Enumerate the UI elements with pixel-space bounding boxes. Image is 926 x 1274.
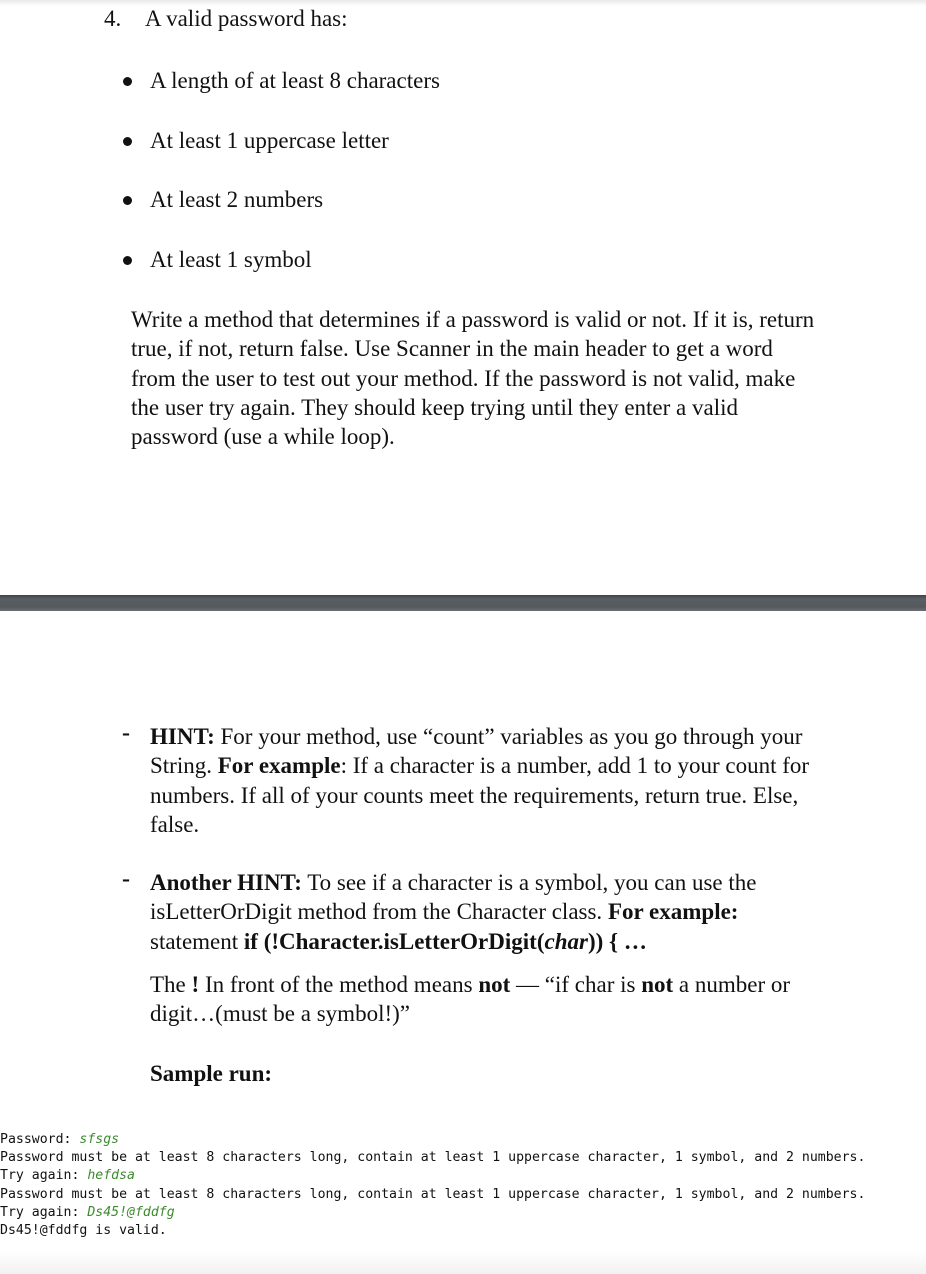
- not-word: not: [641, 972, 674, 997]
- code-if: if (!Character.isLetterOrDigit(: [243, 928, 545, 954]
- requirement-text: At least 1 uppercase letter: [150, 127, 389, 153]
- sample-run-label: Sample run:: [150, 1061, 273, 1086]
- bullet-icon: [123, 137, 132, 146]
- bottom-band: [0, 1250, 926, 1274]
- note-text: In front of the method means: [199, 972, 479, 997]
- console-line: Password must be at least 8 characters long, contain at least 1 uppercase character, 1 symbol, and 2 numbers.: [0, 1150, 866, 1166]
- dash-bullet: -: [122, 866, 130, 892]
- another-hint-label: Another HINT:: [150, 870, 302, 895]
- dash-bullet: -: [122, 720, 130, 746]
- top-shadow: [0, 0, 926, 6]
- question-title: A valid password has:: [145, 6, 348, 31]
- hint-paragraph: [150, 722, 830, 839]
- hint-text: To see if a character is a symbol, you can use the isLetterOrDigit method from the Character class.: [150, 870, 757, 925]
- requirement-text: At least 1 symbol: [150, 246, 312, 272]
- hint-text: : If a character is a number, add 1 to your count for numbers. If all of your counts meet the requirements, return true. Else, false.: [150, 753, 810, 837]
- example-label: For example: [217, 753, 341, 779]
- page-divider: [0, 595, 926, 611]
- bullet-icon: [123, 77, 132, 86]
- code-end: )) { …: [587, 928, 647, 954]
- console-line: Try again: hefdsa: [0, 1168, 135, 1184]
- question-number: 4.: [104, 6, 122, 31]
- bullet-icon: [123, 256, 132, 265]
- hint-text: For your method, use “count” variables as you go through your String.: [150, 724, 803, 779]
- example-label: For example:: [607, 899, 739, 925]
- console-line: Password must be at least 8 characters long, contain at least 1 uppercase character, 1 symbol, and 2 numbers.: [0, 1186, 866, 1202]
- code-var: char: [544, 928, 588, 954]
- console-line: Try again: Ds45!@fddfg: [0, 1204, 175, 1220]
- note-text: The: [150, 972, 192, 997]
- hint-label: HINT:: [150, 724, 215, 749]
- requirement-text: A length of at least 8 characters: [150, 68, 440, 93]
- sample-run-console: [0, 1131, 865, 1240]
- user-input: hefdsa: [87, 1168, 135, 1184]
- requirement-text: At least 2 numbers: [150, 187, 324, 212]
- console-line: Ds45!@fddfg is valid.: [0, 1223, 167, 1239]
- instructions-paragraph: Write a method that determines if a password is valid or not. If it is, return true, if not, return false. Use Scanner in the main header to get a word from the user to test out your method. If the password is not valid, make the user try again. They should keep trying until they enter a valid password (use a while loop).: [131, 307, 815, 450]
- user-input: sfsgs: [79, 1132, 120, 1147]
- note-text: a number or digit…(must be a symbol!)”: [150, 972, 791, 1027]
- hint-text: statement: [150, 928, 244, 954]
- bullet-icon: [123, 196, 132, 205]
- not-explanation: [150, 970, 830, 1029]
- not-word: not: [478, 972, 511, 997]
- user-input: Ds45!@fddfg: [87, 1204, 175, 1220]
- note-text: — “if char is: [510, 972, 642, 997]
- bang-symbol: !: [191, 972, 200, 997]
- console-line: Password: sfsgs: [0, 1132, 120, 1147]
- another-hint-paragraph: [150, 868, 830, 956]
